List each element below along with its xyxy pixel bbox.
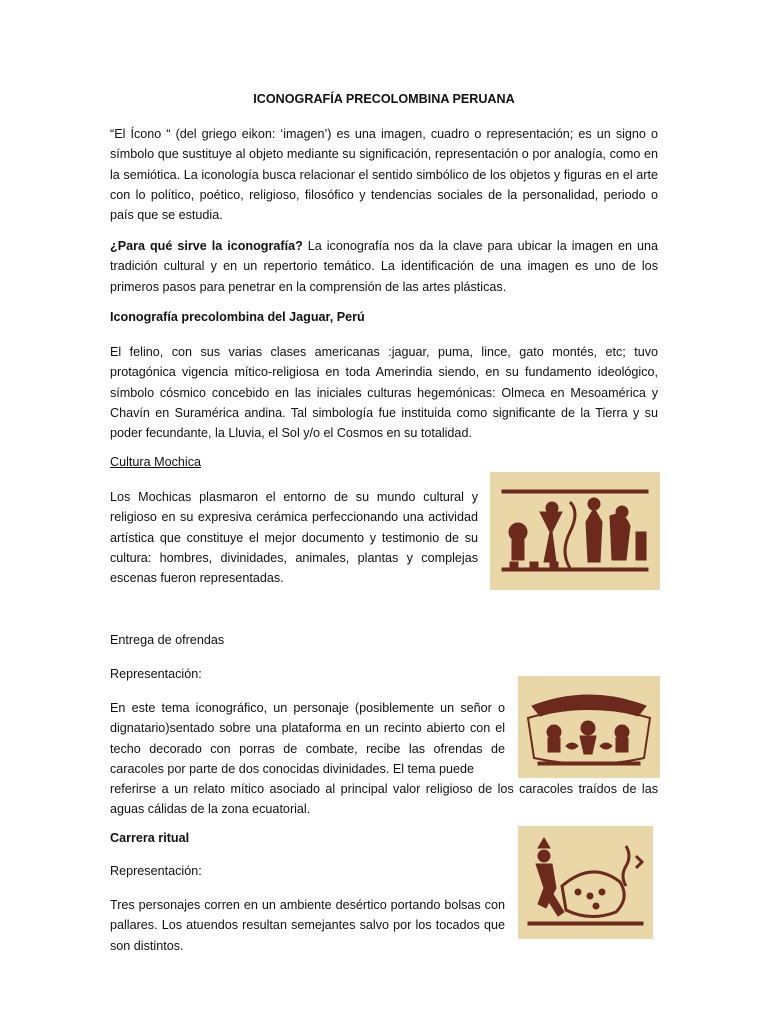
page-title: ICONOGRAFÍA PRECOLOMBINA PERUANA xyxy=(253,92,515,106)
carrera-representacion-label: Representación: xyxy=(110,864,202,878)
ofrendas-heading: Entrega de ofrendas xyxy=(110,633,225,647)
mochica-ceramic-image xyxy=(490,472,660,590)
jaguar-paragraph: El felino, con sus varias clases americanas :jaguar, puma, lince, gato montés, etc; tuvo protagónica vigencia mítico-religiosa en toda Amerindia siendo, en su fundamento ideológico, símbolo cósmico concebido en las iniciales culturas hegemónicas: Olmeca en Mesoamérica y Chavín en Suramérica andina. Tal simbología fue instituida como significante de la Tierra y su poder fecundante, la Lluvia, el Sol y/o el Cosmos en su totalidad. xyxy=(110,345,658,441)
intro-paragraph: “El Ícono “ (del griego eikon: ‘imagen’) es una imagen, cuadro o representación; es un signo o símbolo que sustituye al objeto mediante su significación, representación o por analogía, como en la semiótica. La iconología busca relacionar el sentido simbólico de los objetos y figuras en el arte con lo político, poético, religioso, filosófico y tendencias sociales de la personalidad, periodo o país que se estudia. xyxy=(110,127,658,223)
ofrendas-ceramic-image xyxy=(518,676,660,778)
purpose-paragraph xyxy=(110,236,658,297)
carrera-paragraph: Tres personajes corren en un ambiente desértico portando bolsas con pallares. Los atuendos resultan semejantes salvo por los tocados que son distintos. xyxy=(110,898,505,953)
purpose-question: ¿Para qué sirve la iconografía? xyxy=(110,239,303,253)
ofrendas-representacion-label: Representación: xyxy=(110,667,202,681)
mochica-heading: Cultura Mochica xyxy=(110,455,201,469)
jaguar-heading: Iconografía precolombina del Jaguar, Perú xyxy=(110,310,365,324)
mochica-paragraph: Los Mochicas plasmaron el entorno de su mundo cultural y religioso en su expresiva cerámica perfeccionando una actividad artística que constituye el mejor documento y testimonio de su cultura: hombres, divinidades, animales, plantas y complejas escenas fueron representadas. xyxy=(110,490,478,586)
carrera-ceramic-image xyxy=(518,826,653,939)
ofrendas-paragraph-continued: referirse a un relato mítico asociado al principal valor religioso de los caracoles traídos de las aguas cálidas de la zona ecuatorial. xyxy=(110,782,658,817)
carrera-heading: Carrera ritual xyxy=(110,831,190,845)
purpose-answer: La iconografía nos da la clave para ubicar la imagen en una tradición cultural y en un repertorio temático. La identificación de una imagen es uno de los primeros pasos para penetrar en la comprensión de las artes plásticas. xyxy=(110,239,658,294)
ofrendas-paragraph: En este tema iconográfico, un personaje (posiblemente un señor o dignatario)sentado sobre una plataforma en un recinto abierto con el techo decorado con porras de combate, recibe las ofrendas de caracoles por parte de dos conocidas divinidades. El tema puede xyxy=(110,701,505,776)
